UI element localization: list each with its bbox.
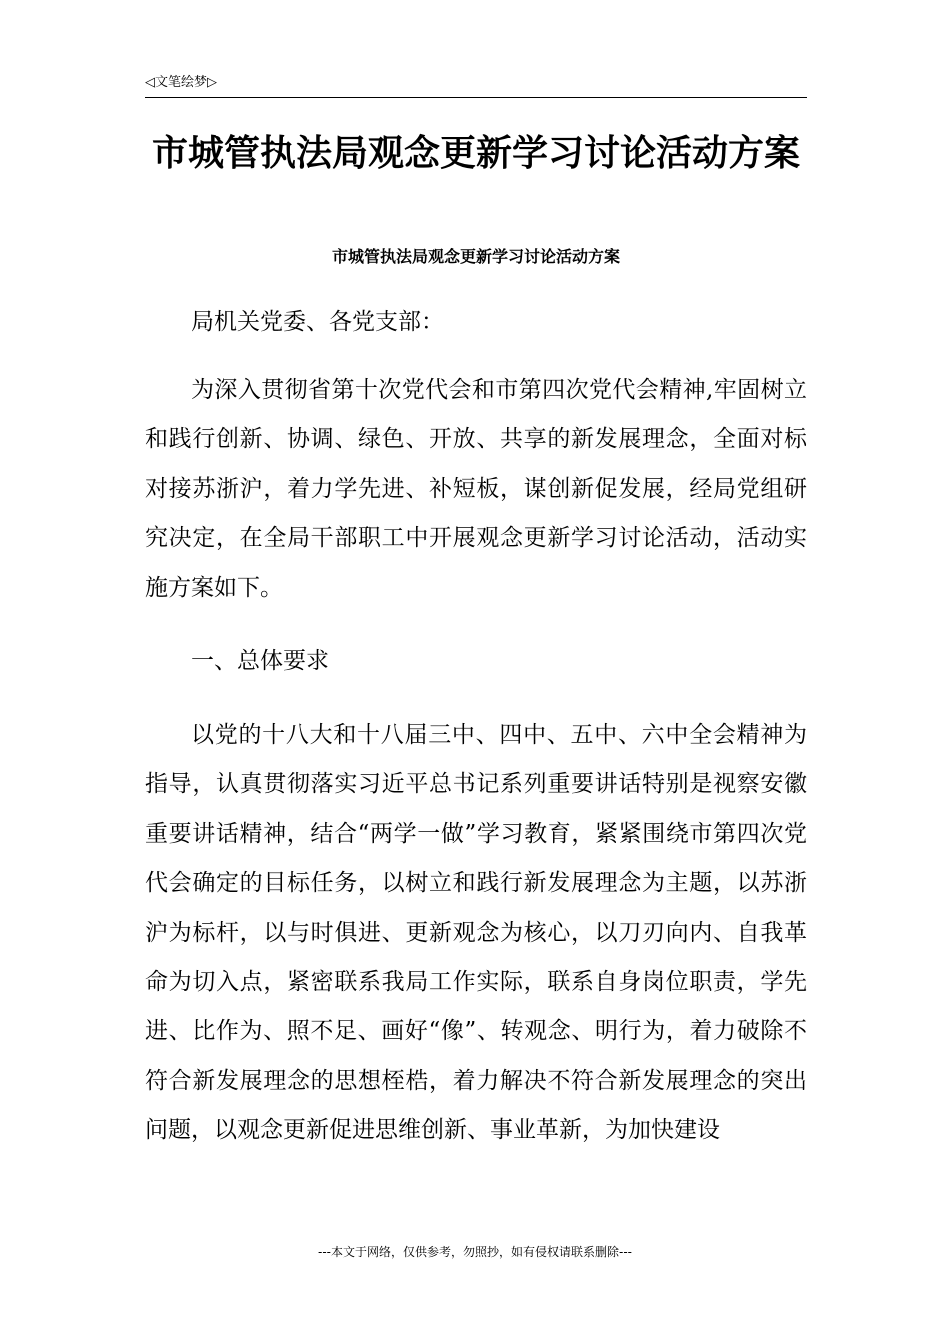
paragraph-intro: 为深入贯彻省第十次党代会和市第四次党代会精神,牢固树立和践行创新、协调、绿色、开放、共享的新发展理念，全面对标对接苏浙沪，着力学先进、补短板，谋创新促发展，经局党组研究决定，在全局干部职工中开展观念更新学习讨论活动，活动实施方案如下。 <box>145 377 807 601</box>
header-mark: ◁文笔绘梦▷ <box>145 75 217 90</box>
document-title: 市城管执法局观念更新学习讨论活动方案 <box>151 133 800 174</box>
salutation: 局机关党委、各党支部： <box>191 309 444 335</box>
section-heading-general-requirements: 一、总体要求 <box>191 648 329 674</box>
footer-disclaimer: ---本文于网络，仅供参考，勿照抄，如有侵权请联系删除--- <box>318 1245 632 1259</box>
document-subtitle: 市城管执法局观念更新学习讨论活动方案 <box>331 247 620 266</box>
header-divider <box>145 97 807 98</box>
paragraph-general-requirements: 以党的十八大和十八届三中、四中、五中、六中全会精神为指导，认真贯彻落实习近平总书记系列重要讲话特别是视察安徽重要讲话精神，结合“两学一做”学习教育，紧紧围绕市第四次党代会确定的目标任务，以树立和践行新发展理念为主题，以苏浙沪为标杆，以与时俱进、更新观念为核心，以刀刃向内、自我革命为切入点，紧密联系我局工作实际，联系自身岗位职责，学先进、比作为、照不足、画好“像”、转观念、明行为，着力破除不符合新发展理念的思想桎梏，着力解决不符合新发展理念的突出问题，以观念更新促进思维创新、事业革新，为加快建设 <box>145 722 807 1144</box>
